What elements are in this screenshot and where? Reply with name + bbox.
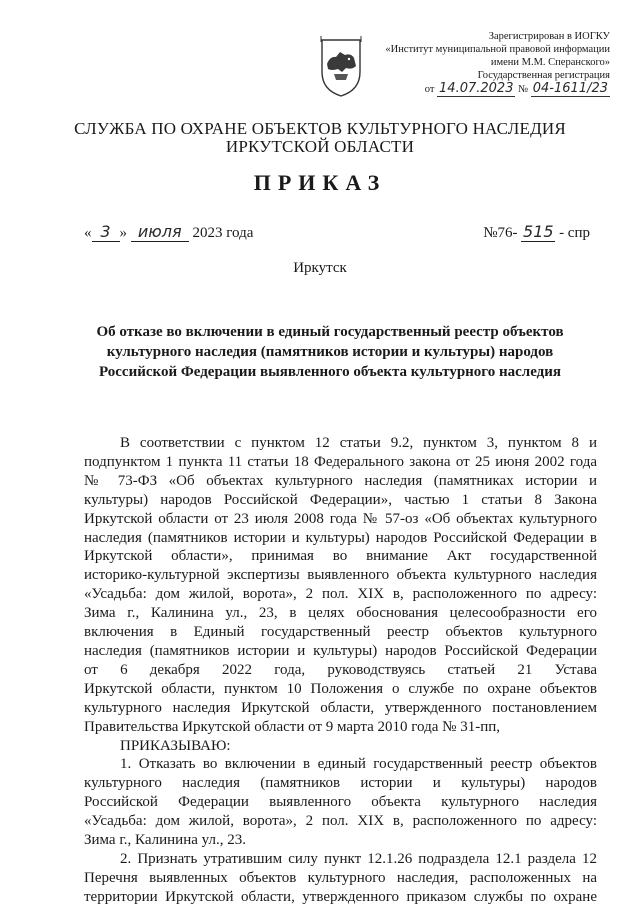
organization-name-line-2: ИРКУТСКОЙ ОБЛАСТИ — [225, 137, 415, 156]
body-line: наследия (памятников истории и культуры) народов Российской Федерации в — [84, 529, 597, 546]
body-line: Иркутской области от 23 июля 2008 года № 57-оз «Об объектах культурного — [84, 510, 597, 527]
registration-from-label: от — [424, 84, 435, 95]
subject-line: Об отказе во включении в единый государственный реестр объектов — [96, 324, 564, 340]
order-directive: ПРИКАЗЫВАЮ: — [120, 737, 231, 754]
body-line: Зима г., Калинина ул., 23. — [84, 832, 246, 849]
body-line: Иркутской области, пунктом 10 Положения о службе по охране объектов — [84, 680, 597, 697]
body-line: от 6 декабря 2022 года, руководствуясь статьей 21 Устава — [84, 661, 597, 678]
order-date — [84, 222, 253, 242]
registration-line: Государственная регистрация — [477, 70, 610, 81]
order-number-suffix: - спр — [559, 225, 590, 241]
body-line: Российской Федерации выявленного объекта культурного наследия — [84, 794, 597, 811]
registration-number: 04-1611/23 — [532, 81, 608, 96]
subject-line: культурного наследия (памятников истории и культуры) народов — [106, 344, 554, 360]
body-line: Зима г., Калинина ул., 23, в целях обоснования целесообразности его — [84, 605, 597, 622]
order-number-prefix: №76- — [483, 225, 518, 241]
body-line: включения в Единый государственный реестр объектов культурного — [84, 624, 597, 641]
registration-details — [360, 82, 610, 96]
registration-line: Зарегистрирован в ИОГКУ — [488, 31, 610, 42]
body-line: историко-культурной экспертизы выявленного объекта культурного наследия — [84, 567, 597, 584]
order-body — [84, 434, 597, 907]
body-line: 2. Признать утратившим силу пункт 12.1.26 подраздела 12.1 раздела 12 — [120, 850, 597, 867]
body-line: культуры) народов Российской Федерации», частью 1 статьи 8 Закона — [84, 491, 597, 508]
body-line: подпунктом 1 пункта 11 статьи 18 Федерального закона от 25 июня 2002 года — [84, 453, 597, 470]
order-number-value: 515 — [523, 222, 554, 241]
organization-name-line-1: СЛУЖБА ПО ОХРАНЕ ОБЪЕКТОВ КУЛЬТУРНОГО НАСЛЕДИЯ — [74, 119, 566, 138]
document-title: ПРИКАЗ — [253, 170, 387, 195]
registration-number-label: № — [518, 84, 529, 95]
order-number — [483, 222, 590, 242]
registration-line: «Институт муниципальной правовой информации — [385, 44, 610, 55]
registration-date: 14.07.2023 — [439, 81, 514, 96]
body-line: наследия (памятников истории и культуры) народов Российской Федерации — [84, 642, 597, 659]
date-close-quote: » — [119, 225, 127, 241]
subject-line: Российской Федерации выявленного объекта культурного наследия — [98, 364, 562, 380]
date-open-quote: « — [84, 225, 92, 241]
date-day: 3 — [92, 222, 120, 242]
order-subject — [80, 322, 580, 382]
body-line: «Усадьба: дом жилой, ворота», 2 пол. XIX в, расположенного по адресу: — [84, 586, 597, 603]
body-line: Иркутской области», принимая во внимание Акт государственной — [84, 548, 597, 565]
coat-of-arms-emblem — [318, 36, 364, 98]
body-line: Перечня выявленных объектов культурного наследия, расположенных на — [84, 869, 597, 886]
body-line: № 73-ФЗ «Об объектах культурного наследия (памятниках истории и — [84, 472, 597, 489]
registration-stamp — [360, 30, 610, 96]
body-line: «Усадьба: дом жилой, ворота», 2 пол. XIX в, расположенного по адресу: — [84, 813, 597, 830]
body-line: территории Иркутской области, утвержденного приказом службы по охране — [84, 888, 597, 905]
body-line: Правительства Иркутской области от 9 марта 2010 года № 31-пп, — [84, 718, 500, 735]
date-month: июля — [131, 222, 189, 242]
registration-line: имени М.М. Сперанского» — [490, 57, 610, 68]
body-line: культурного наследия Иркутской области, утвержденного постановлением — [84, 699, 597, 716]
body-line: культурного наследия (памятников истории и культуры) народов — [84, 775, 597, 792]
body-line: В соответствии с пунктом 12 статьи 9.2, пунктом 3, пунктом 8 и — [120, 435, 597, 451]
city: Иркутск — [293, 260, 347, 276]
body-line: 1. Отказать во включении в единый государственный реестр объектов — [120, 756, 597, 773]
date-year: 2023 года — [192, 225, 254, 241]
